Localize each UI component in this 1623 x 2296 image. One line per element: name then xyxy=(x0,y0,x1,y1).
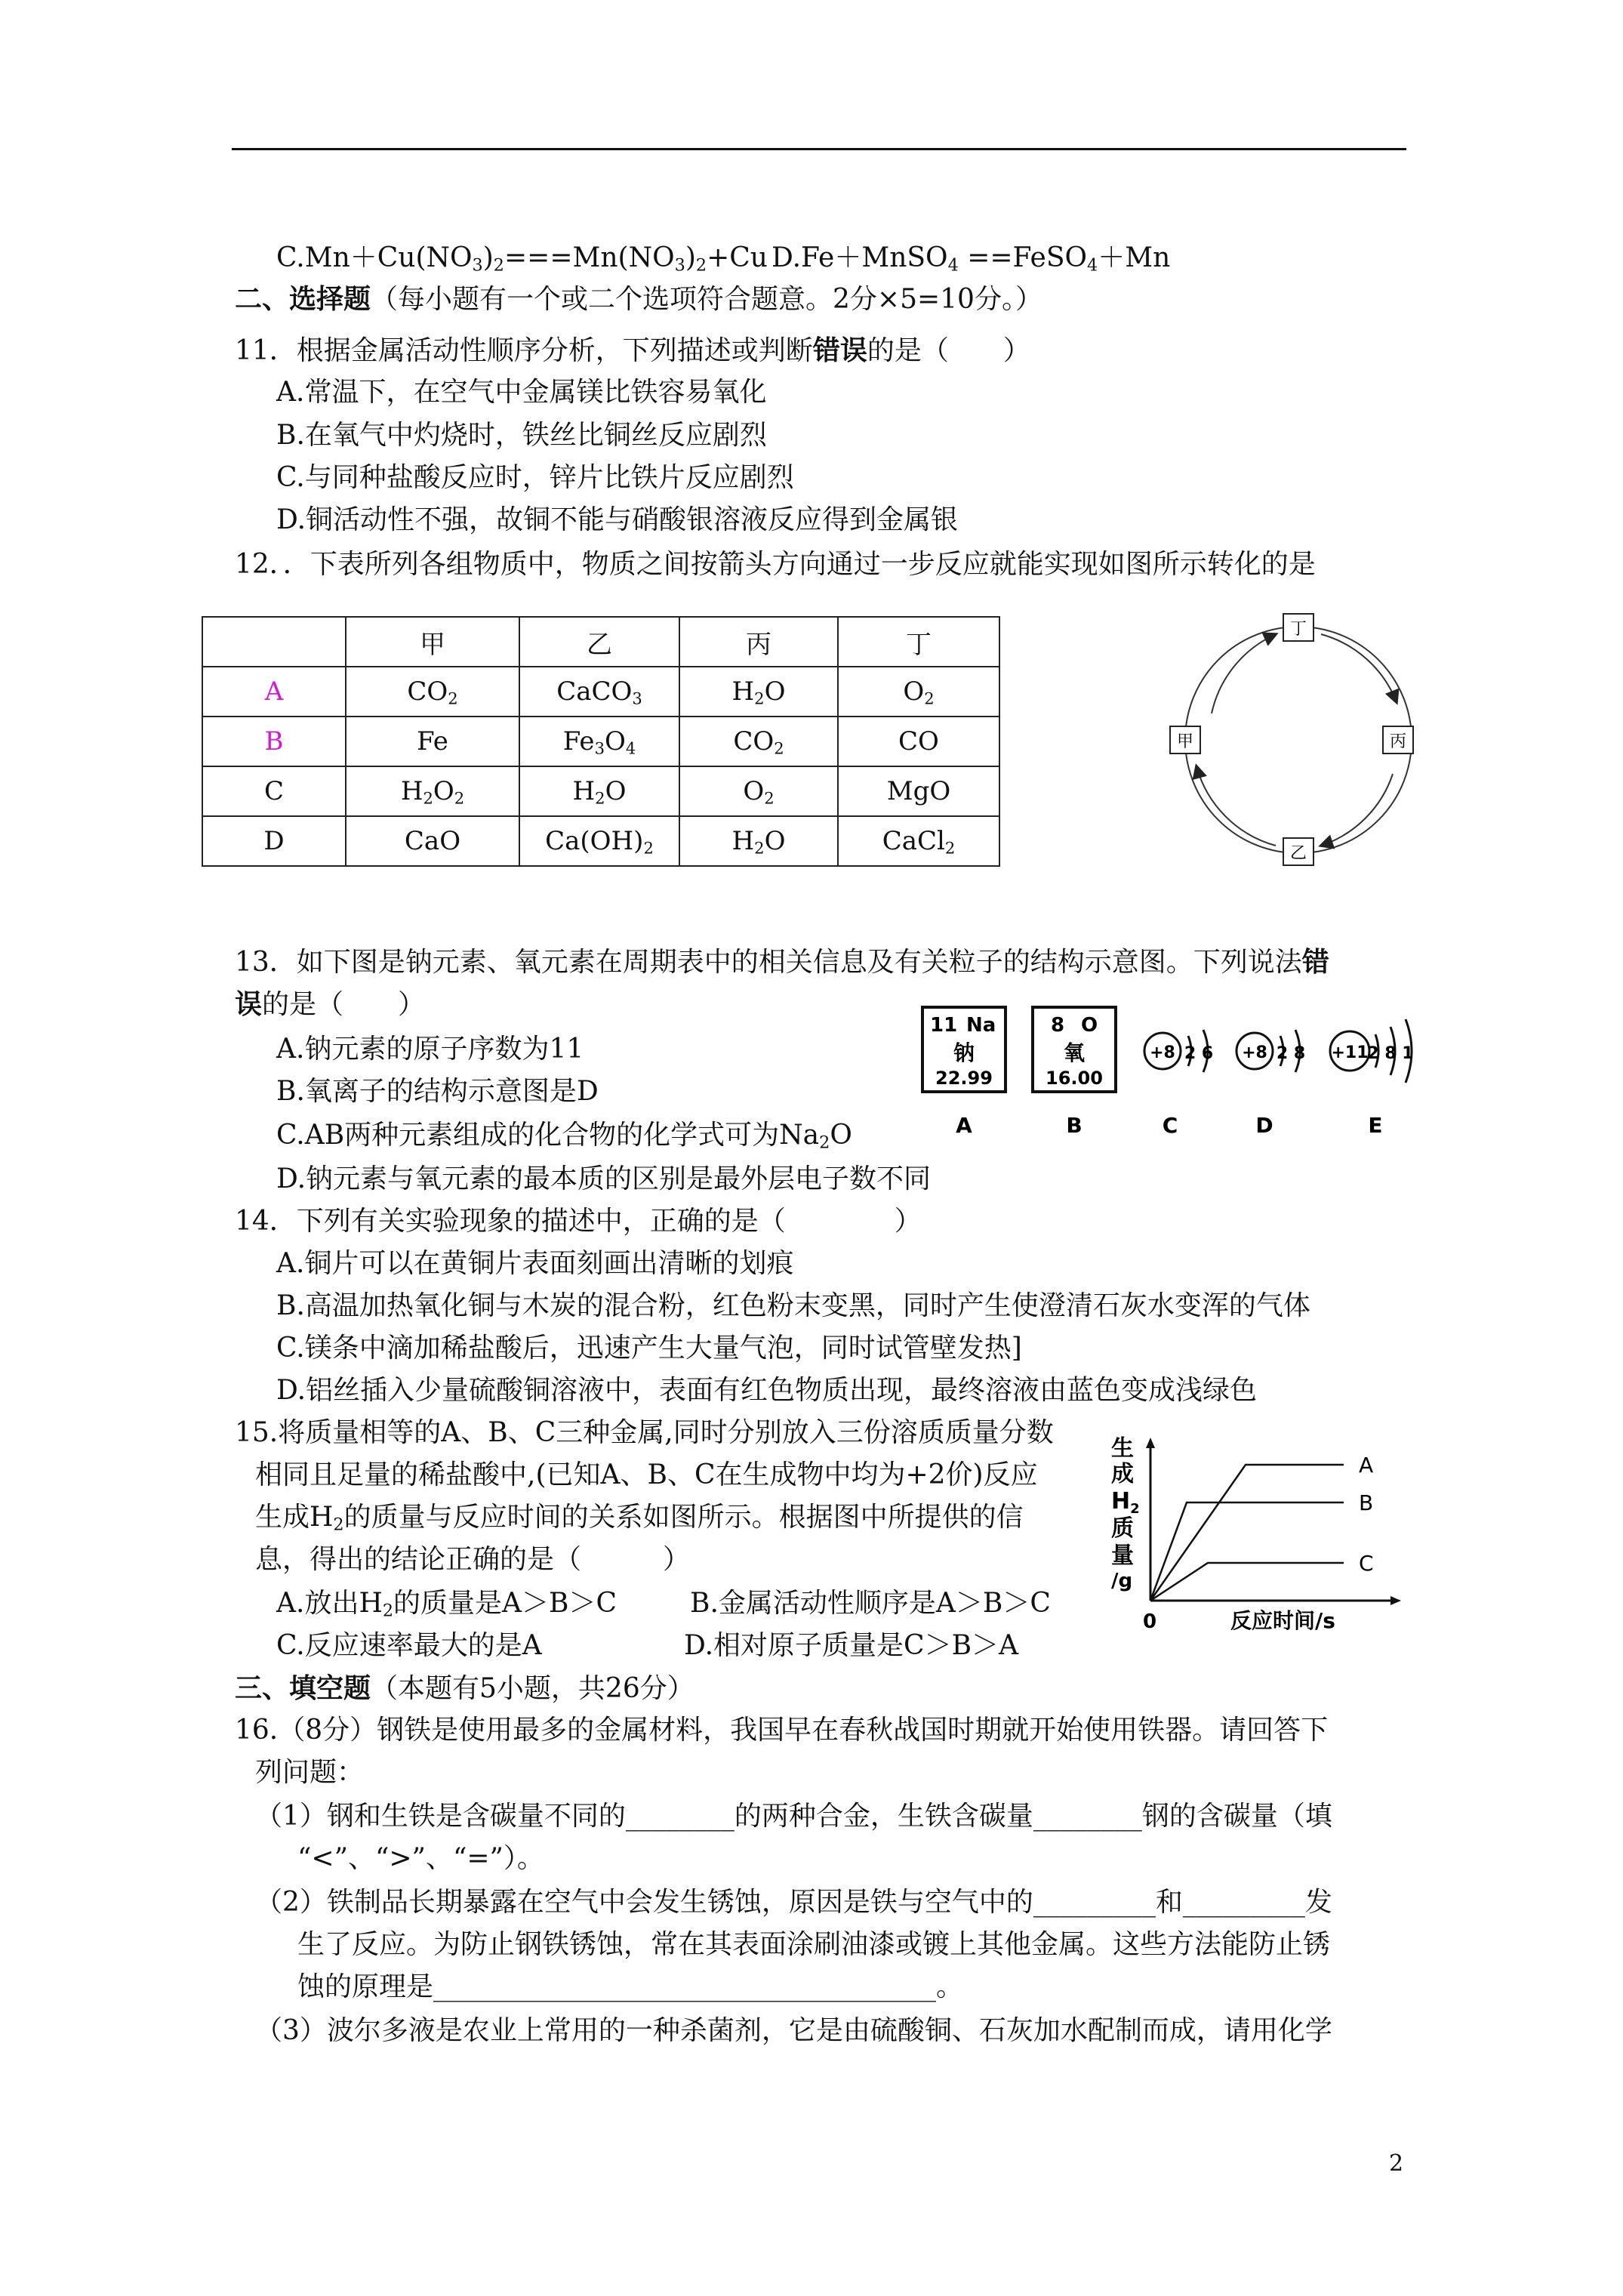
q15-option-d: D.相对原子质量是C＞B＞A xyxy=(684,1630,1019,1661)
svg-text:2 6: 2 6 xyxy=(1184,1044,1214,1063)
table-cell: CO xyxy=(838,717,999,766)
header-rule xyxy=(232,148,1406,150)
svg-text:氧: 氧 xyxy=(1063,1040,1086,1065)
table-cell: $CO_2$ xyxy=(679,717,838,766)
q13-stem-line1: 13．如下图是钠元素、氧元素在周期表中的相关信息及有关粒子的结构示意图。下列说法错 xyxy=(235,946,1329,978)
page-number: 2 xyxy=(1389,2150,1404,2177)
chart-ylabel-line6: /g xyxy=(1111,1570,1133,1592)
table-cell: $H_2O$ xyxy=(519,766,679,816)
svg-text:16.00: 16.00 xyxy=(1046,1068,1103,1089)
q14-option-d: D.铝丝插入少量硫酸铜溶液中，表面有红色物质出现，最终溶液由蓝色变成浅绿色 xyxy=(276,1375,1258,1406)
table-cell: CaO xyxy=(346,816,519,866)
table-cell: $H_2O$ xyxy=(679,667,838,717)
q13-option-d: D.钠元素与氧元素的最本质的区别是最外层电子数不同 xyxy=(276,1163,932,1194)
arrow-bing-to-yi xyxy=(1321,774,1393,846)
table-header-cell: 丙 xyxy=(679,617,838,667)
figure-label-c: C xyxy=(1162,1113,1178,1138)
table-row xyxy=(202,816,999,866)
q13-option-c: C.AB两种元素组成的化合物的化学式可为$Na_2O$ xyxy=(276,1120,852,1153)
q11-stem: 11．根据金属活动性顺序分析，下列描述或判断错误的是（ ） xyxy=(235,334,1030,366)
svg-text:+11: +11 xyxy=(1331,1043,1369,1062)
figure-label-d: D xyxy=(1255,1113,1273,1138)
q16-stem-line2: 列问题： xyxy=(255,1757,365,1788)
table-row xyxy=(202,717,999,766)
q11-option-d: D.铜活动性不强，故铜不能与硝酸银溶液反应得到金属银 xyxy=(276,504,959,535)
table-cell: CaCl$_2$ xyxy=(838,816,999,866)
svg-text:O: O xyxy=(1081,1014,1098,1037)
q16-part1-line1: （1）钢和生铁是含碳量不同的________的两种合金，生铁含碳量________钢的含碳量（填 xyxy=(255,1801,1332,1832)
q16-part2-line1: （2）铁制品长期暴露在空气中会发生锈蚀，原因是铁与空气中的_________和_________发 xyxy=(255,1887,1332,1918)
table-cell: Fe xyxy=(346,717,519,766)
row-label: D xyxy=(202,816,346,866)
cycle-node-yi: 乙 xyxy=(1289,844,1307,863)
q14-option-c: C.镁条中滴加稀盐酸后，迅速产生大量气泡，同时试管壁发热] xyxy=(276,1333,1022,1364)
particle-diagram-e xyxy=(1330,1019,1414,1138)
table-header-cell xyxy=(202,617,346,667)
q10-option-c: $C.Mn+Cu(NO_3)_2===Mn(NO_3)_2+Cu$ xyxy=(276,242,768,276)
svg-text:+8: +8 xyxy=(1242,1043,1267,1062)
q15-option-c: C.反应速率最大的是A xyxy=(276,1630,542,1661)
table-cell: $O_2$ xyxy=(679,766,838,816)
table-cell: $H_2O$ xyxy=(679,816,838,866)
q11-option-a: A.常温下，在空气中金属镁比铁容易氧化 xyxy=(276,377,767,408)
chart-xlabel: 反应时间/s xyxy=(1230,1608,1335,1633)
chart-origin: 0 xyxy=(1143,1610,1157,1633)
q11-option-b: B.在氧气中灼烧时，铁丝比铜丝反应剧烈 xyxy=(276,420,767,451)
q16-part2-line2: 生了反应。为防止钢铁锈蚀，常在其表面涂刷油漆或镀上其他金属。这些方法能防止锈 xyxy=(297,1929,1331,1960)
q15-chart xyxy=(1102,1427,1404,1638)
chart-series-label-c: C xyxy=(1359,1551,1374,1576)
element-tile-oxygen xyxy=(1033,1007,1116,1138)
figure-label-b: B xyxy=(1066,1113,1083,1138)
q15-option-b: B.金属活动性顺序是A＞B＞C xyxy=(690,1588,1051,1619)
table-cell: MgO xyxy=(838,766,999,816)
chart-ylabel-line2: 成 xyxy=(1111,1461,1134,1487)
table-cell: $CO_2$ xyxy=(346,667,519,717)
section3-heading: 三、填空题（本题有5小题，共26分） xyxy=(235,1672,694,1704)
cycle-node-bing: 丙 xyxy=(1389,732,1407,751)
svg-text:Na: Na xyxy=(966,1014,996,1037)
table-cell: $Ca(OH)_2$ xyxy=(519,816,679,866)
q14-option-a: A.铜片可以在黄铜片表面刻画出清晰的划痕 xyxy=(276,1248,794,1279)
particle-diagram-d xyxy=(1236,1030,1305,1138)
q16-part3-line1: （3）波尔多液是农业上常用的一种杀菌剂，它是由硫酸铜、石灰加水配制而成，请用化学 xyxy=(255,2015,1332,2046)
chart-line-b xyxy=(1150,1502,1344,1601)
q12-cycle-diagram xyxy=(1163,612,1449,868)
chart-series-label-b: B xyxy=(1359,1490,1374,1515)
element-tile-sodium xyxy=(922,1007,1006,1138)
q15-stem-line1: 15.将质量相等的A、B、C三种金属,同时分别放入三份溶质质量分数 xyxy=(235,1417,1054,1448)
chart-ylabel-line4: 质 xyxy=(1111,1515,1134,1542)
q10-option-d: D.Fe＋MnSO$_4$ ==FeSO$_4$＋Mn xyxy=(771,242,1171,276)
svg-text:钠: 钠 xyxy=(953,1040,975,1065)
table-header-cell: 丁 xyxy=(838,617,999,667)
chart-ylabel-line1: 生 xyxy=(1111,1435,1134,1462)
q14-stem: 14．下列有关实验现象的描述中，正确的是（ ） xyxy=(235,1206,922,1237)
table-cell: $O_2$ xyxy=(838,667,999,717)
q15-stem-line2: 相同且足量的稀盐酸中,(已知A、B、C在生成物中均为+2价)反应 xyxy=(255,1459,1038,1490)
table-row xyxy=(202,667,999,717)
svg-text:2 8 1: 2 8 1 xyxy=(1367,1044,1414,1063)
q11-option-c: C.与同种盐酸反应时，锌片比铁片反应剧烈 xyxy=(276,462,794,493)
figure-label-e: E xyxy=(1368,1113,1383,1138)
q16-part2-line3: 蚀的原理是_____________________________________。 xyxy=(297,1971,964,2002)
q13-option-a: A.钠元素的原子序数为11 xyxy=(276,1034,584,1065)
q16-stem-line1: 16.（8分）钢铁是使用最多的金属材料，我国早在春秋战国时期就开始使用铁器。请回答下 xyxy=(235,1715,1329,1746)
table-cell: $H_2O_2$ xyxy=(346,766,519,816)
chart-ylabel-line5: 量 xyxy=(1111,1542,1134,1569)
cycle-node-ding: 丁 xyxy=(1289,620,1307,639)
figure-label-a: A xyxy=(956,1113,972,1138)
q15-option-a: A.放出$H_2$的质量是A＞B＞C xyxy=(276,1588,617,1621)
q15-stem-line4: 息，得出的结论正确的是（ ） xyxy=(255,1544,691,1575)
q13-stem-line2: 误的是（ ） xyxy=(235,988,426,1020)
row-label: B xyxy=(202,717,346,766)
q12-table xyxy=(202,616,1000,867)
row-label: A xyxy=(202,667,346,717)
table-cell: CaCO$_3$ xyxy=(519,667,679,717)
table-row xyxy=(202,766,999,816)
chart-line-a xyxy=(1150,1465,1344,1601)
svg-text:22.99: 22.99 xyxy=(935,1068,993,1089)
section2-heading: 二、选择题（每小题有一个或二个选项符合题意。2分×5=10分。） xyxy=(235,283,1042,315)
q13-structure-figure xyxy=(913,997,1434,1148)
particle-diagram-c xyxy=(1144,1030,1213,1138)
chart-ylabel-line3: $H_2$ xyxy=(1111,1488,1140,1517)
arrow-jia-to-ding xyxy=(1212,634,1276,713)
q12-stem: 12．．下表所列各组物质中，物质之间按箭头方向通过一步反应就能实现如图所示转化的是 xyxy=(235,549,1316,580)
q16-part1-line2: “<”、“>”、“=”）。 xyxy=(297,1843,544,1874)
svg-text:8: 8 xyxy=(1051,1014,1065,1037)
chart-series-label-a: A xyxy=(1359,1453,1374,1478)
row-label: C xyxy=(202,766,346,816)
table-cell: $Fe_3O_4$ xyxy=(519,717,679,766)
svg-text:11: 11 xyxy=(930,1014,958,1037)
cycle-node-jia: 甲 xyxy=(1176,732,1194,751)
chart-line-c xyxy=(1150,1563,1344,1601)
table-header-cell: 甲 xyxy=(346,617,519,667)
q14-option-b: B.高温加热氧化铜与木炭的混合粉，红色粉末变黑，同时产生使澄清石灰水变浑的气体 xyxy=(276,1290,1310,1321)
svg-text:2 8: 2 8 xyxy=(1276,1044,1306,1063)
svg-text:+8: +8 xyxy=(1150,1043,1175,1062)
table-header-cell: 乙 xyxy=(519,617,679,667)
q15-stem-line3: 生成$H_2$的质量与反应时间的关系如图所示。根据图中所提供的信 xyxy=(255,1502,1024,1535)
cycle-circle xyxy=(1185,627,1412,853)
q13-option-b: B.氧离子的结构示意图是D xyxy=(276,1076,599,1107)
table-header-row xyxy=(202,617,999,667)
